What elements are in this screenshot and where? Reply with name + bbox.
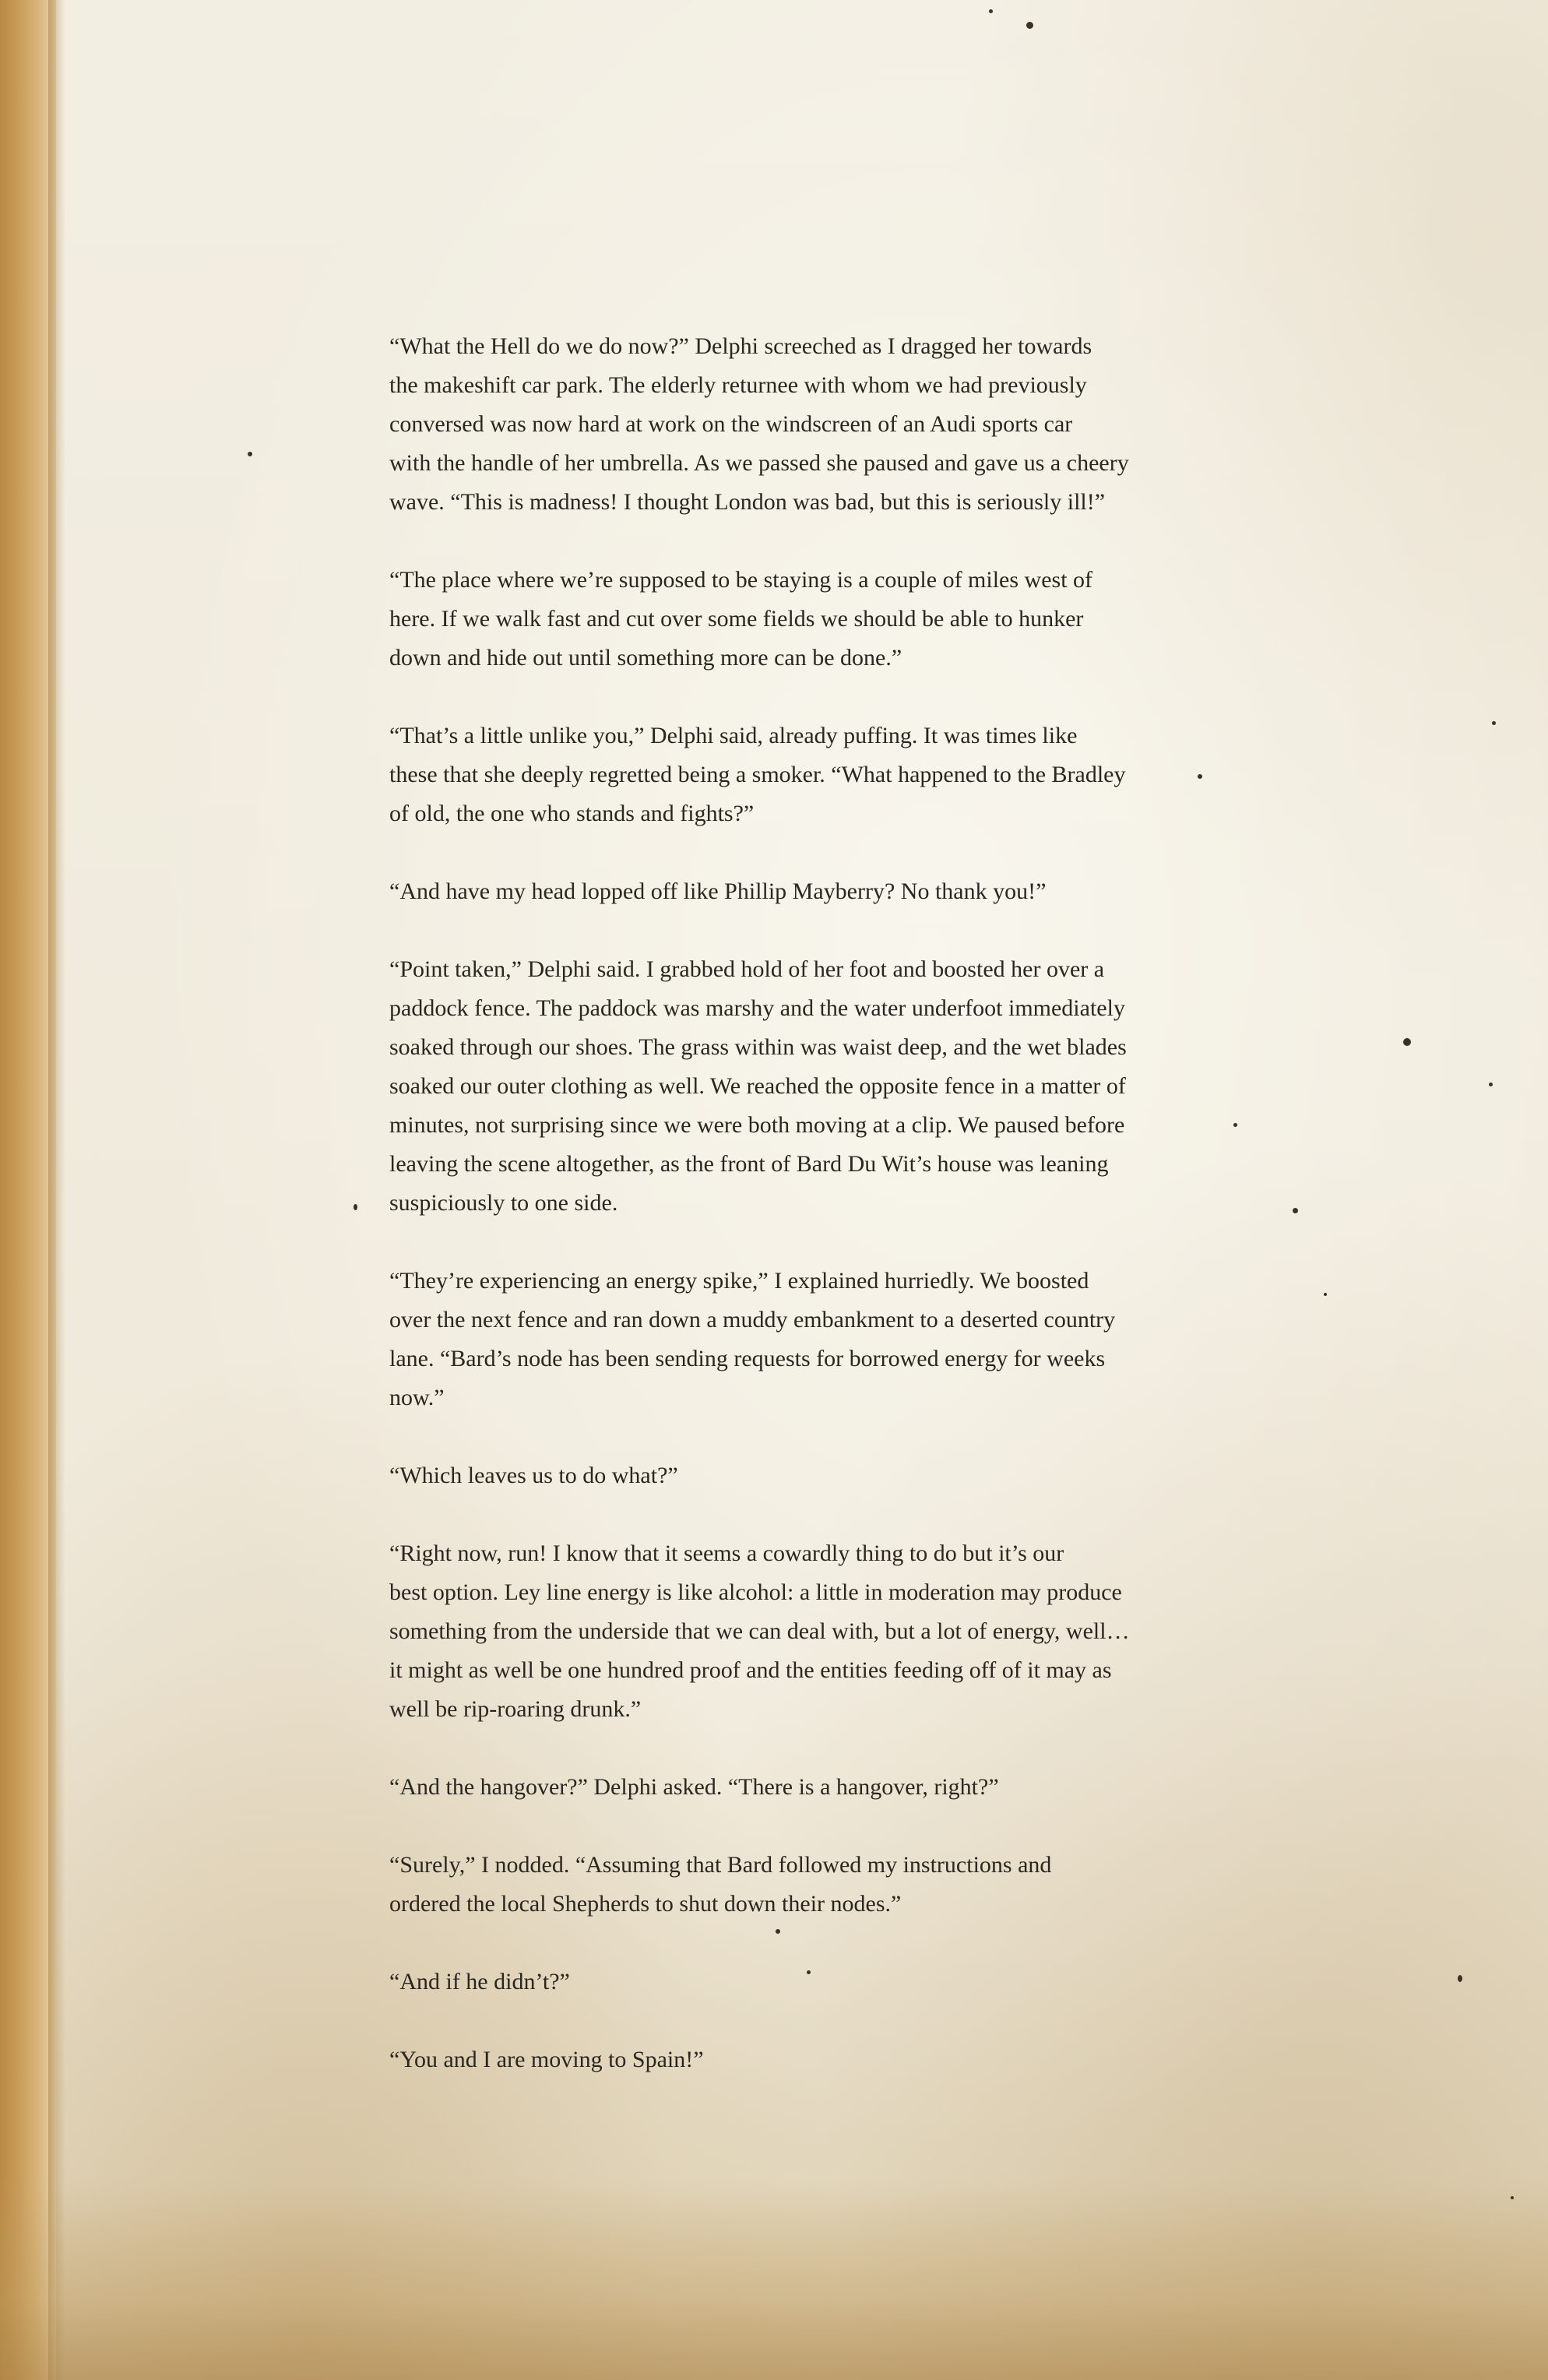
paper-speck <box>989 9 993 13</box>
text-line: conversed was now hard at work on the windscreen of an Audi sports car <box>389 411 1073 437</box>
text-line: “That’s a little unlike you,” Delphi said, already puffing. It was times like <box>389 723 1078 748</box>
paragraph-4 <box>389 872 1230 911</box>
paper-speck <box>1458 1975 1462 1982</box>
text-line: well be rip-roaring drunk.” <box>389 1696 642 1722</box>
text-line: now.” <box>389 1385 445 1410</box>
text-line: it might as well be one hundred proof and the entities feeding off of it may as <box>389 1657 1112 1683</box>
paragraph-8 <box>389 1534 1230 1729</box>
text-line: of old, the one who stands and fights?” <box>389 801 755 826</box>
text-line: here. If we walk fast and cut over some fields we should be able to hunker <box>389 606 1084 632</box>
text-line: ordered the local Shepherds to shut down their nodes.” <box>389 1891 902 1917</box>
paragraph-11 <box>389 1963 1230 2002</box>
paper-speck <box>1511 2196 1514 2199</box>
paper-speck <box>1293 1208 1298 1213</box>
text-line: the makeshift car park. The elderly returnee with whom we had previously <box>389 372 1087 398</box>
text-line: best option. Ley line energy is like alcohol: a little in moderation may produce <box>389 1579 1122 1605</box>
spine-shadow <box>48 0 65 2380</box>
text-line: wave. “This is madness! I thought London was bad, but this is seriously ill!” <box>389 489 1106 515</box>
paragraph-5 <box>389 950 1230 1223</box>
paragraph-6 <box>389 1262 1230 1417</box>
paragraph-10 <box>389 1846 1230 1924</box>
text-line: “They’re experiencing an energy spike,” I explained hurriedly. We boosted <box>389 1268 1089 1294</box>
paragraph-2 <box>389 561 1230 678</box>
text-line: lane. “Bard’s node has been sending requests for borrowed energy for weeks <box>389 1346 1106 1371</box>
text-line: “What the Hell do we do now?” Delphi screeched as I dragged her towards <box>389 333 1092 359</box>
paragraph-7 <box>389 1456 1230 1495</box>
paragraph-1 <box>389 327 1230 522</box>
paper-speck <box>1324 1293 1327 1296</box>
text-line: “And have my head lopped off like Phillip Mayberry? No thank you!” <box>389 878 1047 904</box>
text-line: “You and I are moving to Spain!” <box>389 2047 704 2072</box>
text-line: “Which leaves us to do what?” <box>389 1463 678 1488</box>
paragraph-9 <box>389 1768 1230 1807</box>
text-line: with the handle of her umbrella. As we passed she paused and gave us a cheery <box>389 450 1129 476</box>
text-line: these that she deeply regretted being a smoker. “What happened to the Bradley <box>389 762 1126 787</box>
text-line: “Right now, run! I know that it seems a cowardly thing to do but it’s our <box>389 1540 1064 1566</box>
text-line: “And if he didn’t?” <box>389 1969 570 1994</box>
paper-speck <box>1026 22 1033 29</box>
text-line: “And the hangover?” Delphi asked. “There is a hangover, right?” <box>389 1774 999 1800</box>
text-line: “Point taken,” Delphi said. I grabbed hold of her foot and boosted her over a <box>389 956 1105 982</box>
paper-speck <box>1489 1083 1493 1086</box>
text-line: down and hide out until something more can be done.” <box>389 645 902 671</box>
paper-stain <box>0 2178 1548 2380</box>
paper-speck <box>1492 721 1496 725</box>
text-line: soaked our outer clothing as well. We reached the opposite fence in a matter of <box>389 1073 1126 1099</box>
text-line: minutes, not surprising since we were both moving at a clip. We paused before <box>389 1112 1125 1138</box>
text-line: over the next fence and ran down a muddy embankment to a deserted country <box>389 1307 1116 1333</box>
paragraph-3 <box>389 716 1230 833</box>
text-line: “The place where we’re supposed to be staying is a couple of miles west of <box>389 567 1093 593</box>
story-text <box>389 327 1230 2118</box>
text-line: leaving the scene altogether, as the front of Bard Du Wit’s house was leaning <box>389 1151 1109 1177</box>
paper-speck <box>248 452 252 456</box>
text-line: soaked through our shoes. The grass within was waist deep, and the wet blades <box>389 1034 1127 1060</box>
paper-speck <box>1403 1038 1411 1046</box>
text-line: paddock fence. The paddock was marshy and the water underfoot immediately <box>389 995 1125 1021</box>
text-line: suspiciously to one side. <box>389 1190 618 1216</box>
text-line: something from the underside that we can deal with, but a lot of energy, well… <box>389 1618 1130 1644</box>
paragraph-12 <box>389 2040 1230 2079</box>
text-line: “Surely,” I nodded. “Assuming that Bard followed my instructions and <box>389 1852 1052 1878</box>
paper-speck <box>354 1204 357 1210</box>
paper-speck <box>1233 1123 1237 1127</box>
